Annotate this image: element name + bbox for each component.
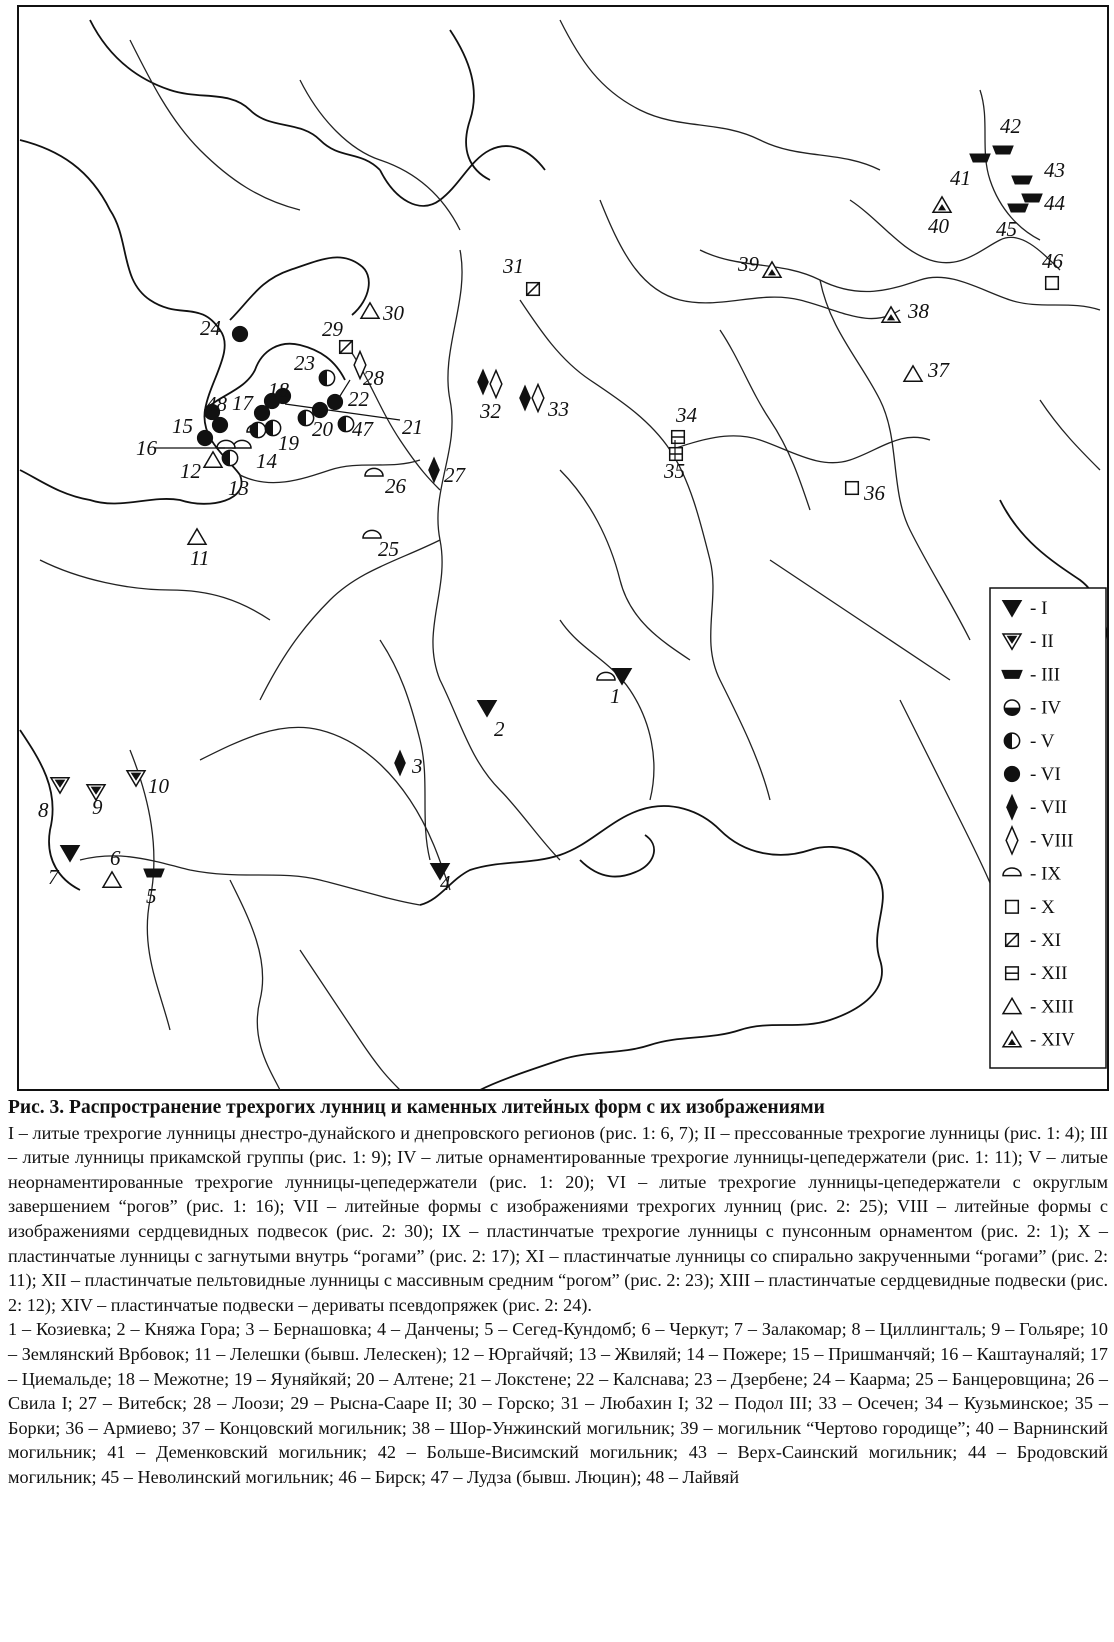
site-symbol-41-49 (969, 154, 991, 163)
legend-label-ii: - II (1030, 631, 1054, 653)
site-symbol-19-20 (250, 422, 265, 437)
figure-title: Рис. 3. Распространение трехрогих лунниц и каменных литейных форм с их изображениями (8, 1097, 825, 1118)
legend-label-xii: - XII (1030, 963, 1068, 985)
legend-symbol-xii (1006, 967, 1019, 980)
site-symbol-32-38 (477, 369, 489, 396)
legend-symbol-iv (1004, 700, 1019, 715)
site-symbol-3-3 (394, 750, 406, 777)
figure-caption (8, 1096, 1108, 1490)
site-label-46: 46 (1042, 249, 1063, 273)
legend-label-xiii: - XIII (1030, 996, 1074, 1018)
legend-symbol-iii (1001, 670, 1023, 679)
site-label-40: 40 (928, 214, 949, 238)
site-symbol-6-6 (103, 872, 121, 887)
site-symbol-40-48 (933, 197, 951, 212)
site-symbol-43-51 (1011, 176, 1033, 185)
site-label-27: 27 (444, 463, 465, 487)
site-label-42: 42 (1000, 114, 1021, 138)
site-label-7: 7 (48, 865, 59, 889)
site-symbol-48-17 (197, 430, 213, 446)
site-symbol-33-41 (532, 385, 544, 412)
site-symbol-17-22 (254, 405, 270, 421)
site-label-35: 35 (664, 459, 685, 483)
site-label-21: 21 (402, 415, 423, 439)
site-label-34: 34 (676, 403, 697, 427)
site-labels (38, 114, 1066, 908)
site-symbol-32-39 (490, 371, 502, 398)
site-symbol-37-45 (904, 366, 922, 381)
site-label-14: 14 (256, 449, 277, 473)
site-label-18: 18 (268, 378, 289, 402)
legend-label-viii: - VIII (1030, 830, 1074, 852)
legend-symbol-x (1006, 901, 1019, 914)
site-label-31: 31 (503, 254, 524, 278)
site-label-48: 48 (206, 392, 227, 416)
site-symbol-39-47 (763, 262, 781, 277)
site-symbol-15-15 (217, 440, 235, 448)
site-label-24: 24 (200, 316, 221, 340)
legend-symbol-v (1004, 733, 1019, 748)
site-label-23: 23 (294, 351, 315, 375)
site-label-20: 20 (312, 417, 333, 441)
legend-label-xi: - XI (1030, 930, 1062, 951)
site-symbol-7-7 (61, 846, 79, 861)
legend-label-iv: - IV (1030, 697, 1062, 719)
site-symbol-5-5 (143, 869, 165, 878)
site-label-39: 39 (738, 252, 759, 276)
site-symbol-38-46 (882, 307, 900, 322)
site-symbol-45-53 (1007, 204, 1029, 213)
legend-label-vii: - VII (1030, 797, 1068, 819)
site-symbol-1-0 (613, 669, 631, 684)
site-symbol-11-11 (188, 529, 206, 544)
site-label-41: 41 (950, 166, 971, 190)
legend-label-x: - X (1030, 896, 1055, 918)
site-label-8: 8 (38, 798, 49, 822)
coastlines (20, 20, 1108, 1090)
site-label-28: 28 (363, 366, 384, 390)
site-symbol-36-44 (846, 482, 859, 495)
site-symbol-14-14 (233, 440, 251, 448)
site-label-47: 47 (352, 417, 373, 441)
site-symbol-8-8 (51, 778, 69, 793)
site-label-36: 36 (864, 481, 885, 505)
legend-label-iii: - III (1030, 664, 1061, 686)
legend-label-vi: - VI (1030, 764, 1061, 785)
site-label-3: 3 (412, 754, 423, 778)
site-symbol-44-52 (1021, 194, 1043, 203)
site-symbol-29-35 (340, 341, 353, 354)
site-label-4: 4 (440, 871, 451, 895)
site-label-6: 6 (110, 846, 121, 870)
site-label-33: 33 (548, 397, 569, 421)
site-symbol-12-12 (204, 452, 222, 467)
site-symbol-46-54 (1046, 277, 1059, 290)
site-symbols (51, 146, 1061, 888)
site-symbol-22-27 (327, 394, 343, 410)
site-label-25: 25 (378, 537, 399, 561)
site-label-5: 5 (146, 884, 157, 908)
site-label-12: 12 (180, 459, 201, 483)
legend-symbol-vi (1004, 766, 1020, 782)
legend (990, 588, 1106, 1068)
site-symbol-23-29 (319, 370, 334, 385)
site-symbol-13-13 (222, 450, 237, 465)
site-label-17: 17 (232, 391, 253, 415)
legend-description: I – литые трехрогие лунницы днестро-дунайского и днепровского регионов (рис. 1: 6, 7); II – прессованные трехрогие лунницы (рис. 1: 4); III – литые лунницы прикамской группы (рис. 1: 9); IV – литые орнаментированные трехрогие лунницы-цепедержатели (рис. 1: 11); V – литые неорнаментированные трехрогие лунницы-цепедержатели (рис. 1: 20); VI – литые трехрогие лунницы-цепедержатели с округлым завершением “рогов” (рис. 1: 16); VII – литейные формы с изображениями трехрогих лунниц (рис. 2: 25); VIII – литейные формы с изображениями сердцевидных подвесок (рис. 2: 30); IX – пластинчатые трехрогие лунницы с пунсонным орнаментом (рис. 2: 1); X – пластинчатые лунницы с загнутыми внутрь “рогами” (рис. 2: 17); XI – пластинчатые лунницы со спирально закрученными “рогами” (рис. 2: 11); XII – пластинчатые пельтовидные лунницы с массивным средним “рогом” (рис. 2: 23); XIII – пластинчатые сердцевидные подвески (рис. 2: 12); XIV – пластинчатые подвески – дериваты псевдопряжек (рис. 2: 24). (8, 1122, 1108, 1315)
site-symbol-24-30 (232, 326, 248, 342)
site-label-26: 26 (385, 474, 406, 498)
site-label-44: 44 (1044, 191, 1065, 215)
site-label-19: 19 (278, 431, 299, 455)
site-symbol-34-42 (672, 431, 685, 444)
legend-label-xiv: - XIV (1030, 1029, 1075, 1051)
site-symbol-26-32 (365, 468, 383, 476)
site-label-32: 32 (480, 399, 501, 423)
legend-label-v: - V (1030, 730, 1055, 752)
site-label-1: 1 (610, 684, 621, 708)
site-label-2: 2 (494, 717, 505, 741)
site-label-11: 11 (190, 546, 210, 570)
site-label-13: 13 (228, 476, 249, 500)
site-symbol-42-50 (992, 146, 1014, 155)
site-label-10: 10 (148, 774, 169, 798)
site-label-29: 29 (322, 317, 343, 341)
site-label-15: 15 (172, 414, 193, 438)
site-label-30: 30 (383, 301, 404, 325)
site-label-9: 9 (92, 795, 103, 819)
site-label-16: 16 (136, 436, 157, 460)
site-symbol-31-37 (527, 283, 540, 296)
site-label-43: 43 (1044, 158, 1065, 182)
site-symbol-1-1 (597, 672, 615, 680)
map-frame (18, 6, 1108, 1090)
site-symbol-33-40 (519, 385, 531, 412)
site-label-37: 37 (928, 358, 949, 382)
legend-label-ix: - IX (1030, 863, 1062, 885)
site-list: 1 – Козиевка; 2 – Княжа Гора; 3 – Бернашовка; 4 – Данчены; 5 – Сегед-Кундомб; 6 – Черкут; 7 – Залакомар; 8 – Циллингталь; 9 – Гольяре; 10 – Землянский Врбовок; 11 – Лелешки (бывш. Лелескен); 12 – Юргайчяй; 13 – Жвиляй; 14 – Пожере; 15 – Пришманчяй; 16 – Каштауналяй; 17 – Циемальде; 18 – Межотне; 19 – Яуняйкяй; 20 – Алтене; 21 – Локстене; 22 – Калснава; 23 – Дзербене; 24 – Каарма; 25 – Банцеровщина; 26 – Свила I; 27 – Витебск; 28 – Лоози; 29 – Рысна-Сааре II; 30 – Горско; 31 – Любахин I; 32 – Подол III; 33 – Осечен; 34 – Кузьминское; 35 – Борки; 36 – Армиево; 37 – Концовский могильник; 38 – Шор-Унжинский могильник; 39 – могильник “Чертово городище”; 40 – Варнинский могильник; 41 – Деменковский могильник; 42 – Больше-Висимский могильник; 43 – Верх-Саинский могильник; 44 – Бродовский могильник; 45 – Неволинский могильник; 46 – Бирск; 47 – Лудза (бывш. Люцин); 48 – Лайвяй (8, 1319, 1108, 1487)
site-label-38: 38 (908, 299, 929, 323)
site-symbol-30-36 (361, 303, 379, 318)
legend-label-i: - I (1030, 598, 1048, 619)
site-label-22: 22 (348, 387, 369, 411)
site-label-45: 45 (996, 217, 1017, 241)
legend-symbol-xi (1006, 934, 1019, 947)
site-symbol-2-2 (478, 701, 496, 716)
